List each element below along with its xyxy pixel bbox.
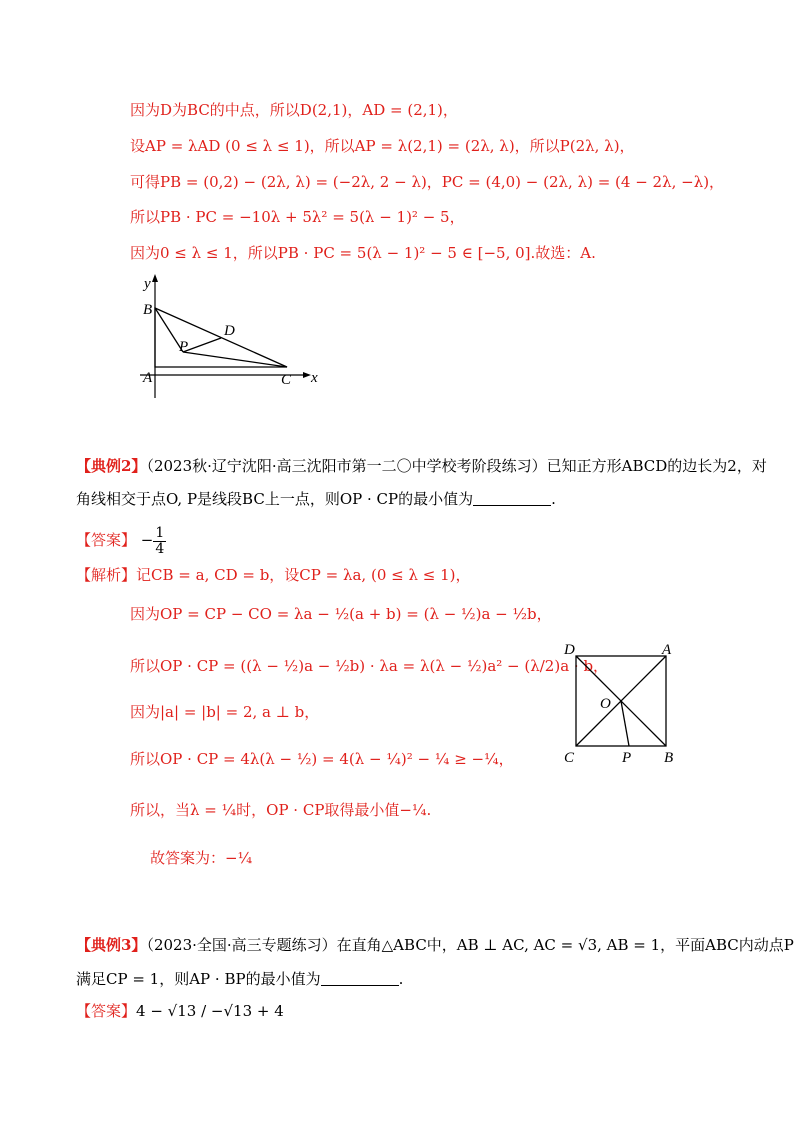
answer-fraction: [153, 526, 166, 557]
label-a: A: [662, 642, 672, 658]
answer-tag: 【答案】: [76, 1002, 137, 1020]
label-a: A: [143, 370, 153, 386]
example3-period: .: [398, 970, 404, 988]
solution-line-2: 设AP = λAD (0 ≤ λ ≤ 1)，所以AP = λ(2,1) = (2λ, λ)，所以P(2λ, λ)，: [130, 137, 635, 155]
example3-tag: 【典例3】: [76, 936, 147, 954]
solution-line-5-choice: .故选：A.: [530, 244, 596, 262]
label-x: x: [311, 370, 318, 386]
segment-pd: [183, 338, 221, 352]
analysis-line-3: 所以OP · CP = ((λ − ½)a − ½b) · λa = λ(λ − ½)a² − (λ/2)a · b，: [130, 657, 609, 675]
analysis-line-5: 所以OP · CP = 4λ(λ − ½) = 4(λ − ¼)² − ¼ ≥ −¼，: [130, 750, 514, 768]
answer-blank: [321, 971, 399, 986]
example2-tag: 【典例2】: [76, 457, 147, 475]
example2-period: .: [551, 490, 556, 508]
example3-question: 满足CP = 1，则AP · BP的最小值为: [76, 970, 321, 988]
label-p: P: [179, 339, 189, 355]
answer-denominator: 4: [155, 540, 165, 557]
label-d: D: [224, 323, 235, 339]
solution-line-1: 因为D为BC的中点，所以D(2,1)，AD = (2,1)，: [130, 101, 458, 119]
example2-line-2: [76, 489, 556, 509]
x-axis-arrow-icon: [303, 372, 311, 378]
label-p: P: [622, 750, 632, 766]
analysis-line-4: 因为|a| = |b| = 2, a ⊥ b，: [130, 703, 320, 721]
answer-numerator: 1: [155, 524, 165, 541]
example3-line-2: [76, 969, 403, 989]
figure-square-abcd: [558, 640, 688, 770]
label-b: B: [143, 302, 153, 318]
label-y: y: [144, 276, 151, 292]
label-d: D: [564, 642, 575, 658]
label-c: C: [564, 750, 575, 766]
example2-answer: [76, 524, 166, 557]
answer-text: 4 − √13 / −√13 + 4: [136, 1002, 284, 1020]
label-o: O: [600, 696, 611, 712]
example3-source: （2023·全国·高三专题练习）在直角△ABC中，AB ⊥ AC, AC = √3, AB = 1，平面ABC内动点P: [146, 936, 794, 954]
analysis-tag: 【解析】: [76, 566, 137, 584]
answer-sign: −: [140, 531, 154, 549]
label-b: B: [664, 750, 674, 766]
solution-line-5-text: 因为0 ≤ λ ≤ 1，所以PB · PC = 5(λ − 1)² − 5 ∈ [−5, 0]: [130, 244, 531, 262]
example2-question: 角线相交于点O, P是线段BC上一点，则OP · CP的最小值为: [76, 490, 474, 508]
y-axis-arrow-icon: [152, 274, 158, 282]
analysis-line-1: [76, 565, 470, 585]
solution-line-3: 可得PB = (0,2) − (2λ, λ) = (−2λ, 2 − λ)，PC = (4,0) − (2λ, λ) = (4 − 2λ, −λ)，: [130, 173, 725, 191]
example2-source: （2023秋·辽宁沈阳·高三沈阳市第一二〇中学校考阶段练习）已知正方形ABCD的边长为2，对: [146, 457, 767, 475]
solution-line-5: [130, 243, 596, 263]
analysis-line-6: 所以，当λ = ¼时，OP · CP取得最小值−¼.: [130, 801, 432, 819]
label-c: C: [281, 372, 292, 388]
analysis-text-1: 记CB = a, CD = b，设CP = λa, (0 ≤ λ ≤ 1)，: [136, 566, 471, 584]
triangle-abc: [155, 308, 287, 367]
answer-blank: [473, 491, 551, 506]
analysis-line-2: 因为OP = CP − CO = λa − ½(a + b) = (λ − ½)a − ½b，: [130, 605, 552, 623]
example3-heading: [76, 935, 794, 955]
example2-heading: [76, 456, 767, 476]
analysis-line-7: 故答案为：−¼: [150, 849, 253, 867]
example3-answer: [76, 1001, 284, 1021]
figure-triangle-coordinate: [135, 270, 335, 400]
solution-line-4: 所以PB · PC = −10λ + 5λ² = 5(λ − 1)² − 5，: [130, 208, 465, 226]
answer-tag: 【答案】: [76, 531, 137, 549]
